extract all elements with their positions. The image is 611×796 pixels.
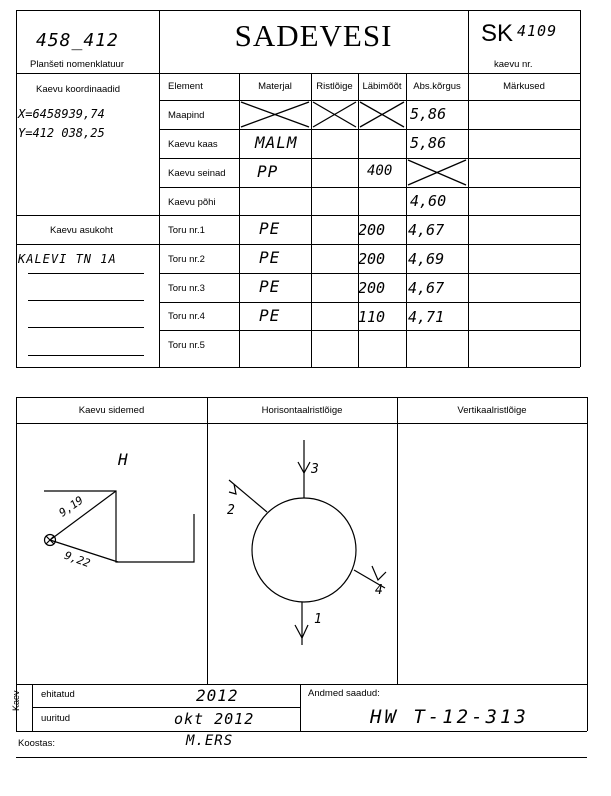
cell-materjal: PE	[259, 248, 281, 267]
horisontaal-label: Horisontaalristlõige	[261, 405, 343, 416]
col-header-element: Element	[168, 81, 203, 92]
cell-materjal: PP	[257, 162, 279, 181]
row-element: Toru nr.3	[168, 283, 205, 294]
col-header-ristloige: Ristlõige	[316, 81, 353, 92]
location-value: KALEVI TN 1A	[18, 252, 117, 266]
andmed-label: Andmed saadud:	[308, 688, 380, 699]
kaev-label: Kaev	[11, 690, 21, 711]
kaevu-nr-label: kaevu nr.	[494, 59, 533, 70]
cell-materjal: PE	[259, 277, 281, 296]
cell-labimoot: 200	[358, 221, 386, 239]
pipe-label-1: 1	[314, 612, 323, 627]
nomenklatuur-label: Planšeti nomenklatuur	[30, 59, 124, 70]
col-header-abs: Abs.kõrgus	[413, 81, 461, 92]
col-header-materjal: Materjal	[258, 81, 292, 92]
koostas-label: Koostas:	[18, 738, 55, 749]
row-element: Kaevu kaas	[168, 139, 218, 150]
cell-materjal: PE	[259, 219, 281, 238]
row-element: Toru nr.5	[168, 340, 205, 351]
distance-1: 9,19	[56, 493, 86, 520]
row-element: Kaevu seinad	[168, 168, 226, 179]
coord-y: Y=412 038,25	[18, 126, 105, 140]
nomenklatuur-value: 458_412	[36, 30, 119, 51]
cell-materjal: PE	[259, 306, 281, 325]
cell-labimoot: 110	[358, 308, 386, 326]
row-element: Kaevu põhi	[168, 197, 216, 208]
row-element: Toru nr.2	[168, 254, 205, 265]
cell-abs: 5,86	[410, 105, 447, 123]
uuritud-label: uuritud	[41, 713, 71, 724]
cell-labimoot: 200	[358, 279, 386, 297]
cell-abs: 4,69	[408, 250, 445, 268]
cell-labimoot: 200	[358, 250, 386, 268]
cell-abs: 4,60	[410, 192, 447, 210]
cell-abs: 4,67	[408, 221, 445, 239]
sk-number: 4109	[517, 22, 558, 40]
sk-prefix: SK	[481, 20, 514, 47]
pipe-label-3: 3	[311, 462, 320, 477]
page-title: SADEVESI	[234, 18, 393, 53]
col-header-labimoot: Läbimõõt	[362, 81, 402, 92]
distance-2: 9,22	[62, 548, 92, 571]
cell-labimoot: 400	[367, 163, 393, 179]
coord-x: X=6458939,74	[18, 107, 105, 121]
coords-label: Kaevu koordinaadid	[36, 84, 120, 95]
location-label: Kaevu asukoht	[50, 225, 113, 236]
col-header-markused: Märkused	[503, 81, 545, 92]
cell-abs: 4,67	[408, 279, 445, 297]
cell-materjal: MALM	[255, 133, 298, 152]
cell-abs: 4,71	[408, 308, 445, 326]
pipe-label-2: 2	[227, 503, 236, 518]
ehitatud-label: ehitatud	[41, 689, 75, 700]
cell-abs: 5,86	[410, 134, 447, 152]
ehitatud-value: 2012	[196, 686, 239, 705]
uuritud-value: okt 2012	[174, 710, 255, 728]
row-element: Toru nr.1	[168, 225, 205, 236]
sidemed-label: Kaevu sidemed	[78, 405, 145, 416]
building-label: H	[118, 450, 129, 469]
pipe-label-4: 4	[375, 583, 384, 598]
andmed-value: HW T-12-313	[370, 706, 529, 728]
row-element: Toru nr.4	[168, 311, 205, 322]
row-element: Maapind	[168, 110, 205, 121]
koostas-value: M.ERS	[186, 733, 234, 749]
vertikaal-label: Vertikaalristlõige	[457, 405, 527, 416]
